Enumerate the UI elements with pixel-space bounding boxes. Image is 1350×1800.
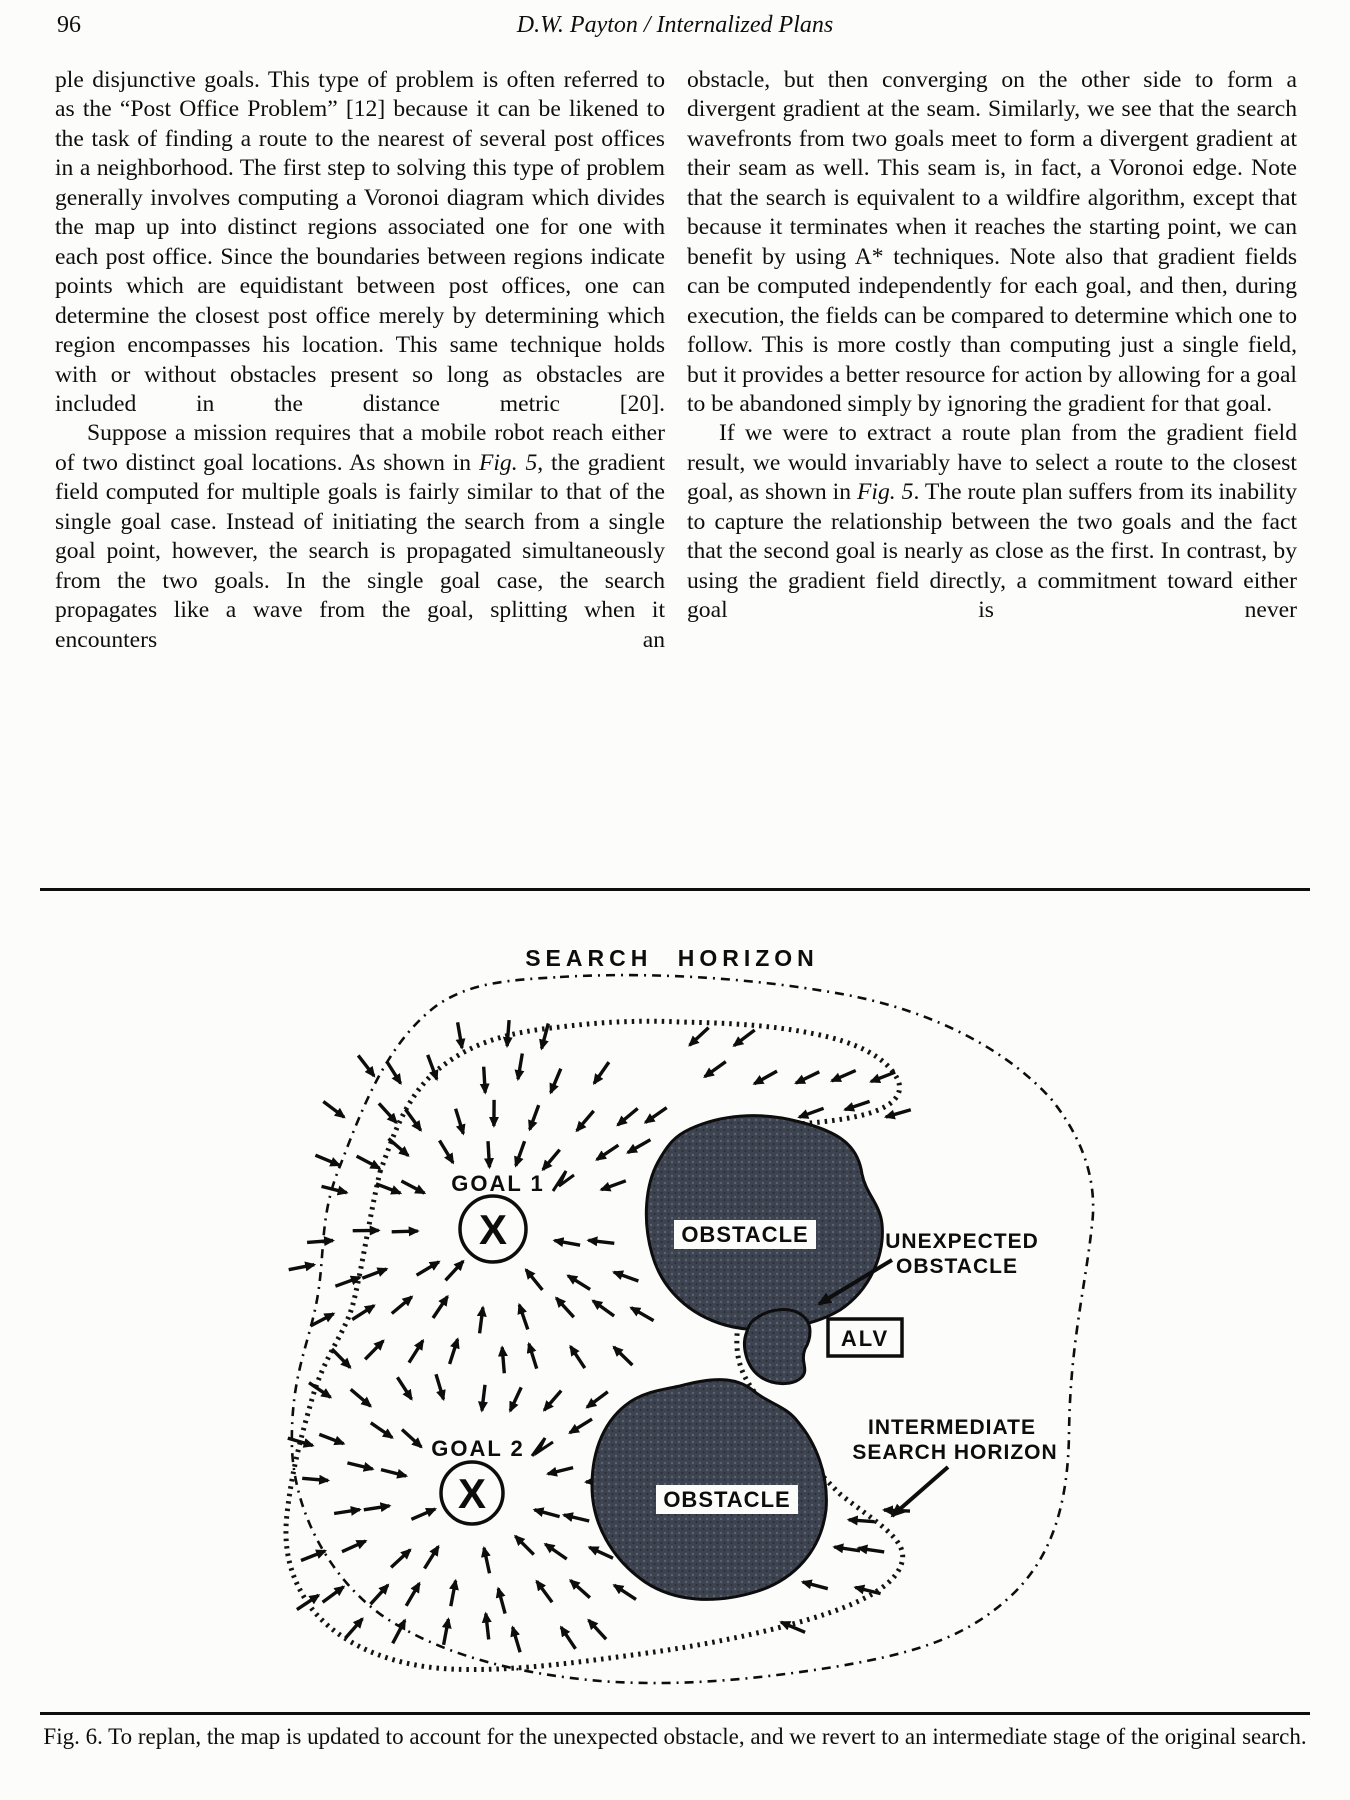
gradient-arrow <box>518 1054 522 1080</box>
gradient-arrow <box>593 1301 614 1316</box>
search-horizon-title: SEARCH HORIZON <box>525 945 819 971</box>
gradient-arrow <box>502 1347 504 1373</box>
gradient-arrow <box>405 1109 420 1130</box>
gradient-arrow <box>401 1181 424 1193</box>
goal-2-seam-squiggle <box>532 1438 553 1456</box>
gradient-arrow <box>705 1062 726 1077</box>
gradient-arrow <box>289 1265 315 1270</box>
gradient-arrow <box>358 1055 374 1076</box>
left-column-paragraph-2: Suppose a mission requires that a mobile robot reach either of two distinct goal locations. As shown in Fig. 5, the gradient field computed for multiple goals is fairly similar to that of the single goal case. Instead of initiating the search from a single goal point, however, the search is propagated simultaneously from the two goals. In the single goal case, the search propagates like a wave from the goal, splitting when it encounters an <box>55 420 665 653</box>
gradient-arrow <box>484 1548 490 1573</box>
gradient-arrow <box>345 1619 362 1639</box>
gradient-arrow <box>352 1306 374 1320</box>
gradient-arrow <box>393 1620 405 1643</box>
gradient-arrow <box>433 1297 448 1319</box>
gradient-arrow <box>628 1140 651 1153</box>
alv-label: ALV <box>840 1326 890 1351</box>
goal-2-x-mark: X <box>457 1470 487 1517</box>
obstacle-2-label: OBSTACLE <box>663 1487 791 1512</box>
gradient-arrow <box>858 1548 884 1552</box>
goal-1-x-mark: X <box>478 1206 508 1253</box>
gradient-arrow <box>371 1423 392 1438</box>
gradient-arrow <box>548 1468 573 1474</box>
gradient-arrow <box>589 1620 607 1639</box>
gradient-arrow <box>482 1385 485 1411</box>
gradient-arrow <box>849 1520 875 1522</box>
gradient-arrow <box>834 1547 860 1551</box>
gradient-arrow <box>428 1055 437 1079</box>
gradient-arrow <box>498 1589 505 1614</box>
goal-1-seam-squiggle <box>553 1171 574 1191</box>
gradient-arrow <box>392 1297 412 1314</box>
gradient-arrow <box>690 1028 709 1046</box>
gradient-arrow <box>381 1470 406 1476</box>
obstacle-1-label: OBSTACLE <box>681 1222 809 1247</box>
gradient-arrow <box>571 1580 590 1597</box>
gradient-field-diagram <box>40 894 1310 1706</box>
gradient-arrow <box>515 1536 533 1554</box>
right-column-paragraph-2: If we were to extract a route plan from the gradient field result, we would invariably have to select a route to the closest goal, as shown in Fig. 5. The route plan suffers from its inability to capture the relationship between the two goals and the fact that the second goal is nearly as close as the first. In contrast, by using the gradient field directly, a commitment toward either goal is never <box>687 420 1298 624</box>
gradient-arrow <box>796 1072 819 1083</box>
gradient-arrow <box>551 1069 561 1093</box>
gradient-arrow <box>587 1392 608 1408</box>
gradient-arrow <box>379 1103 397 1122</box>
gradient-arrow <box>597 1145 619 1160</box>
left-column-paragraph-1: ple disjunctive goals. This type of problem is often referred to as the “Post Office Problem” [12] because it can be likened to the task of finding a route to the nearest of several post offices in a neighborhood. The first step to solving this type of problem generally involves computing a Voronoi diagram which divides the map up into distinct regions associated one for one with each post office. Since the boundaries between regions indicate points which are equidistant between post offices, one can determine the closest post office merely by determining which region encompasses his location. This same technique holds with or without obstacles present so long as obstacles are included in the distance metric [20]. <box>55 67 665 417</box>
gradient-arrow <box>364 1506 390 1510</box>
gradient-arrow <box>484 1067 486 1093</box>
gradient-arrow <box>351 1389 371 1406</box>
gradient-arrow <box>577 1111 594 1131</box>
gradient-arrow <box>297 1595 319 1609</box>
gradient-arrow <box>411 1509 435 1519</box>
gradient-arrow <box>614 1347 633 1365</box>
figure-caption: Fig. 6. To replan, the map is updated to account for the unexpected obstacle, and we revert to an intermediate stage of the original search. <box>43 1724 1307 1749</box>
figure-top-rule <box>40 888 1310 891</box>
unexpected-obstacle-label-line2: OBSTACLE <box>896 1255 1018 1278</box>
gradient-arrow <box>529 1344 537 1369</box>
gradient-arrow <box>799 1108 823 1117</box>
gradient-arrow <box>545 1544 566 1559</box>
gradient-arrow-field <box>288 1020 911 1652</box>
gradient-arrow <box>444 1619 449 1645</box>
gradient-arrow <box>319 1434 343 1443</box>
gradient-arrow <box>357 1156 380 1168</box>
gradient-arrow <box>323 1587 344 1602</box>
gradient-arrow <box>571 1346 585 1368</box>
gradient-arrow <box>513 1627 521 1652</box>
gradient-arrow <box>425 1547 439 1569</box>
gradient-arrow <box>734 1030 755 1046</box>
gradient-arrow <box>537 1581 552 1602</box>
left-column <box>55 66 665 655</box>
intermediate-horizon-label-line1: INTERMEDIATE <box>868 1416 1036 1439</box>
gradient-arrow <box>409 1341 423 1363</box>
gradient-arrow <box>561 1627 575 1649</box>
gradient-arrow <box>556 1298 574 1317</box>
gradient-arrow <box>362 1269 386 1278</box>
gradient-arrow <box>391 1550 410 1568</box>
gradient-arrow <box>371 1585 389 1604</box>
right-column <box>687 66 1297 626</box>
gradient-arrow <box>519 1305 528 1330</box>
gradient-arrow <box>544 1391 561 1411</box>
intermediate-horizon-pointer-arrow <box>892 1467 948 1516</box>
gradient-arrow <box>510 1387 521 1411</box>
gradient-arrow <box>387 1061 401 1083</box>
gradient-arrow <box>886 1110 911 1117</box>
gradient-arrow <box>589 1547 613 1558</box>
gradient-arrow <box>555 1241 581 1246</box>
gradient-arrow <box>334 1510 360 1514</box>
gradient-arrow <box>406 1583 419 1606</box>
gradient-arrow <box>564 1515 589 1521</box>
gradient-arrow <box>347 1463 372 1469</box>
gradient-arrow <box>342 1541 366 1552</box>
gradient-arrow <box>323 1102 344 1118</box>
unexpected-obstacle-shape <box>745 1310 811 1384</box>
gradient-arrow <box>451 1581 456 1607</box>
gradient-arrow <box>516 1141 525 1166</box>
gradient-arrow <box>301 1551 325 1561</box>
gradient-arrow <box>446 1261 464 1280</box>
gradient-arrow <box>507 1020 509 1046</box>
gradient-arrow <box>389 1139 409 1156</box>
gradient-arrow <box>845 1101 870 1109</box>
gradient-arrow <box>614 1585 636 1599</box>
gradient-arrow <box>618 1108 638 1125</box>
gradient-arrow <box>315 1155 339 1165</box>
gradient-arrow <box>645 1108 666 1123</box>
gradient-arrow <box>614 1272 639 1281</box>
gradient-arrow <box>480 1308 483 1334</box>
gradient-arrow <box>526 1270 542 1290</box>
gradient-arrow <box>392 1231 418 1232</box>
gradient-arrow <box>530 1105 539 1129</box>
goal-2-label: GOAL 2 <box>431 1436 525 1461</box>
gradient-arrow <box>535 1510 560 1517</box>
right-column-paragraph-1: obstacle, but then converging on the other side to form a divergent gradient at the seam. Similarly, we see that the search wavefronts from two goals meet to form a divergent gradient at their seam as well. This seam is, in fact, a Voronoi edge. Note that the search is equivalent to a wildfire algorithm, except that because it terminates when it reaches the starting point, we can benefit by using A* techniques. Note also that gradient fields can be computed independently for each goal, and then, during execution, the fields can be compared to determine which one to follow. This is more costly than computing just a single field, but it provides a better resource for action by allowing for a goal to be abandoned simply by ignoring the gradient for that goal. <box>687 67 1297 417</box>
caption-rule <box>40 1712 1310 1715</box>
gradient-arrow <box>417 1262 439 1275</box>
gradient-arrow <box>832 1071 856 1081</box>
intermediate-horizon-label-line2: SEARCH HORIZON <box>852 1441 1058 1464</box>
gradient-arrow <box>376 1184 400 1193</box>
gradient-arrow <box>456 1109 464 1134</box>
unexpected-obstacle-label-line1: UNEXPECTED <box>885 1230 1039 1253</box>
gradient-arrow <box>803 1582 828 1589</box>
gradient-arrow <box>302 1478 328 1480</box>
gradient-arrow <box>311 1314 334 1326</box>
gradient-arrow <box>436 1374 444 1399</box>
gradient-arrow <box>322 1186 347 1192</box>
gradient-arrow <box>871 1072 895 1082</box>
gradient-arrow <box>570 1419 592 1433</box>
gradient-arrow <box>754 1071 777 1084</box>
goal-1-label: GOAL 1 <box>451 1171 545 1196</box>
gradient-arrow <box>631 1308 654 1321</box>
gradient-arrow <box>332 1349 350 1368</box>
gradient-arrow <box>450 1339 458 1364</box>
gradient-arrow <box>458 1022 462 1048</box>
gradient-arrow <box>594 1062 609 1083</box>
gradient-arrow <box>588 1240 614 1243</box>
figure-6 <box>40 894 1310 1706</box>
gradient-arrow <box>486 1614 489 1640</box>
gradient-arrow <box>309 1383 331 1398</box>
gradient-arrow <box>440 1141 454 1163</box>
gradient-arrow <box>307 1241 333 1243</box>
gradient-arrow <box>543 1150 560 1170</box>
page-number: 96 <box>57 12 81 38</box>
running-title: D.W. Payton / Internalized Plans <box>516 12 834 38</box>
gradient-arrow <box>397 1377 411 1399</box>
gradient-arrow <box>488 1141 490 1167</box>
gradient-arrow <box>402 1430 421 1448</box>
gradient-arrow <box>568 1276 590 1290</box>
gradient-arrow <box>365 1341 383 1360</box>
gradient-arrow <box>601 1181 626 1190</box>
